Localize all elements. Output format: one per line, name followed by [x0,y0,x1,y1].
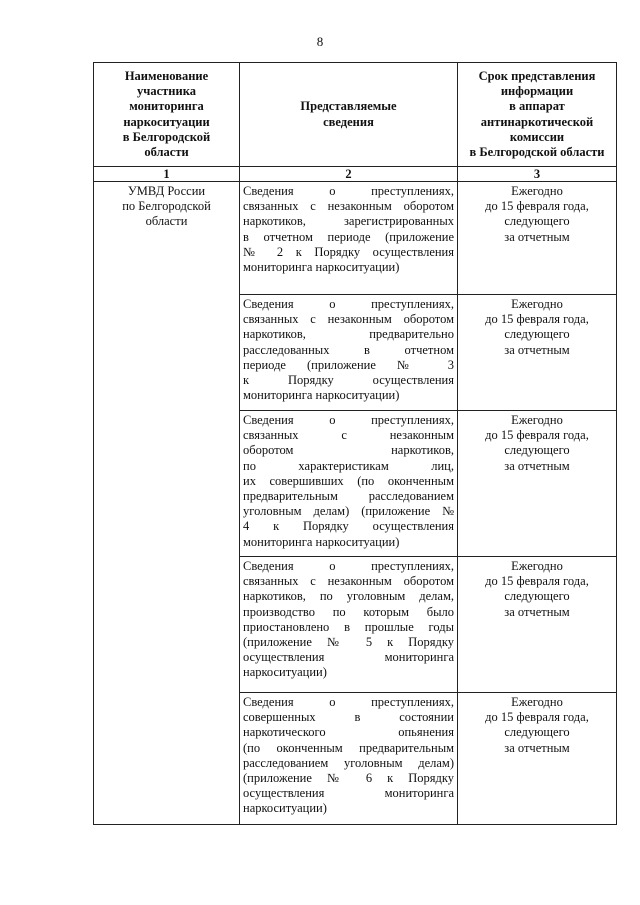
info-line: связанных с незаконным оборотом [243,199,454,214]
info-line: мониторинга наркоситуации) [243,534,400,549]
deadline-line: Ежегодно [511,184,563,198]
info-line: (приложение № 5 к Порядку [243,635,454,650]
deadline-line: Ежегодно [511,695,563,709]
info-line: Сведения о преступлениях, [243,184,454,198]
info-line: Сведения о преступлениях, [243,297,454,311]
header-line: в Белгородской области [469,144,605,159]
deadline-line: за отчетным [504,458,570,473]
info-line: (приложение № 6 к Порядку [243,771,454,786]
participant-cell [94,182,240,825]
info-line: оборотом наркотиков, [243,443,454,458]
info-line: Сведения о преступлениях, [243,413,454,427]
info-line: совершенных в состоянии [243,710,454,725]
column-number: 1 [94,167,240,182]
info-line: мониторинга наркоситуации) [243,388,400,403]
info-cell [240,411,458,557]
info-line: № 2 к Порядку осуществления [243,244,454,259]
info-line: мониторинга наркоситуации) [243,260,400,275]
info-line: связанных с незаконным оборотом [243,312,454,327]
monitoring-table [93,62,617,825]
header-participant [94,63,240,167]
header-line: Представляемые [300,99,397,114]
info-line: расследованных в отчетном [243,342,454,357]
deadline-line: за отчетным [504,604,570,619]
info-line: осуществления мониторинга [243,786,454,801]
info-line: наркоситуации) [243,801,327,816]
header-line: антинаркотической [480,114,594,129]
deadline-line: за отчетным [504,740,570,755]
header-line: мониторинга [129,99,204,114]
info-line: наркотиков, по уголовным делам, [243,589,454,604]
header-line: сведения [323,114,374,129]
deadline-cell [458,411,617,557]
info-line: приостановлено в прошлые годы [243,619,454,634]
header-line: участника [137,84,196,99]
info-cell [240,557,458,693]
info-cell [240,693,458,825]
info-line: (по оконченным предварительным [243,740,454,755]
info-line: наркотиков, предварительно [243,327,454,342]
header-deadline [458,63,617,167]
header-line: в аппарат [509,99,565,114]
info-line: к Порядку осуществления [243,373,454,388]
deadline-line: до 15 февраля года, [485,428,589,443]
column-number-row [94,167,617,182]
deadline-line: следующего [504,214,570,229]
info-line: периоде (приложение № 3 [243,357,454,372]
header-line: комиссии [509,129,565,144]
deadline-cell [458,557,617,693]
participant-line: УМВД России [127,184,206,198]
header-info [240,63,458,167]
deadline-line: Ежегодно [511,559,563,573]
header-line: Срок представления [478,68,596,83]
info-line: производство по которым было [243,604,454,619]
info-line: связанных с незаконным [243,428,454,443]
info-line: уголовным делам) (приложение № [243,504,454,519]
deadline-line: следующего [504,725,570,740]
participant-line: области [145,214,188,229]
table-row [94,182,617,295]
header-line: информации [500,84,574,99]
info-line: предварительным расследованием [243,489,454,504]
column-number: 3 [458,167,617,182]
deadline-cell [458,182,617,295]
header-line: наркоситуации [123,114,210,129]
deadline-line: до 15 февраля года, [485,710,589,725]
deadline-line: до 15 февраля года, [485,312,589,327]
header-line: в Белгородской [122,129,211,144]
deadline-line: до 15 февраля года, [485,199,589,214]
info-line: осуществления мониторинга [243,650,454,665]
column-number: 2 [240,167,458,182]
deadline-line: Ежегодно [511,297,563,311]
info-line: расследованием уголовным делам) [243,755,454,770]
header-line: области [144,144,189,159]
info-line: по характеристикам лиц, [243,458,454,473]
info-line: 4 к Порядку осуществления [243,519,454,534]
deadline-line: за отчетным [504,229,570,244]
deadline-line: следующего [504,443,570,458]
header-row [94,63,617,167]
info-line: Сведения о преступлениях, [243,695,454,709]
deadline-line: Ежегодно [511,413,563,427]
info-cell [240,295,458,411]
deadline-line: следующего [504,589,570,604]
deadline-line: следующего [504,327,570,342]
deadline-line: за отчетным [504,342,570,357]
info-line: в отчетном периоде (приложение [243,229,454,244]
page-number: 8 [316,34,324,49]
deadline-cell [458,693,617,825]
info-line: наркоситуации) [243,665,327,680]
info-line: наркотического опьянения [243,725,454,740]
deadline-cell [458,295,617,411]
participant-line: по Белгородской [122,199,211,214]
info-line: наркотиков, зарегистрированных [243,214,454,229]
info-line: Сведения о преступлениях, [243,559,454,573]
info-line: связанных с незаконным оборотом [243,574,454,589]
header-line: Наименование [124,68,209,83]
deadline-line: до 15 февраля года, [485,574,589,589]
info-line: их совершивших (по оконченным [243,473,454,488]
info-cell [240,182,458,295]
